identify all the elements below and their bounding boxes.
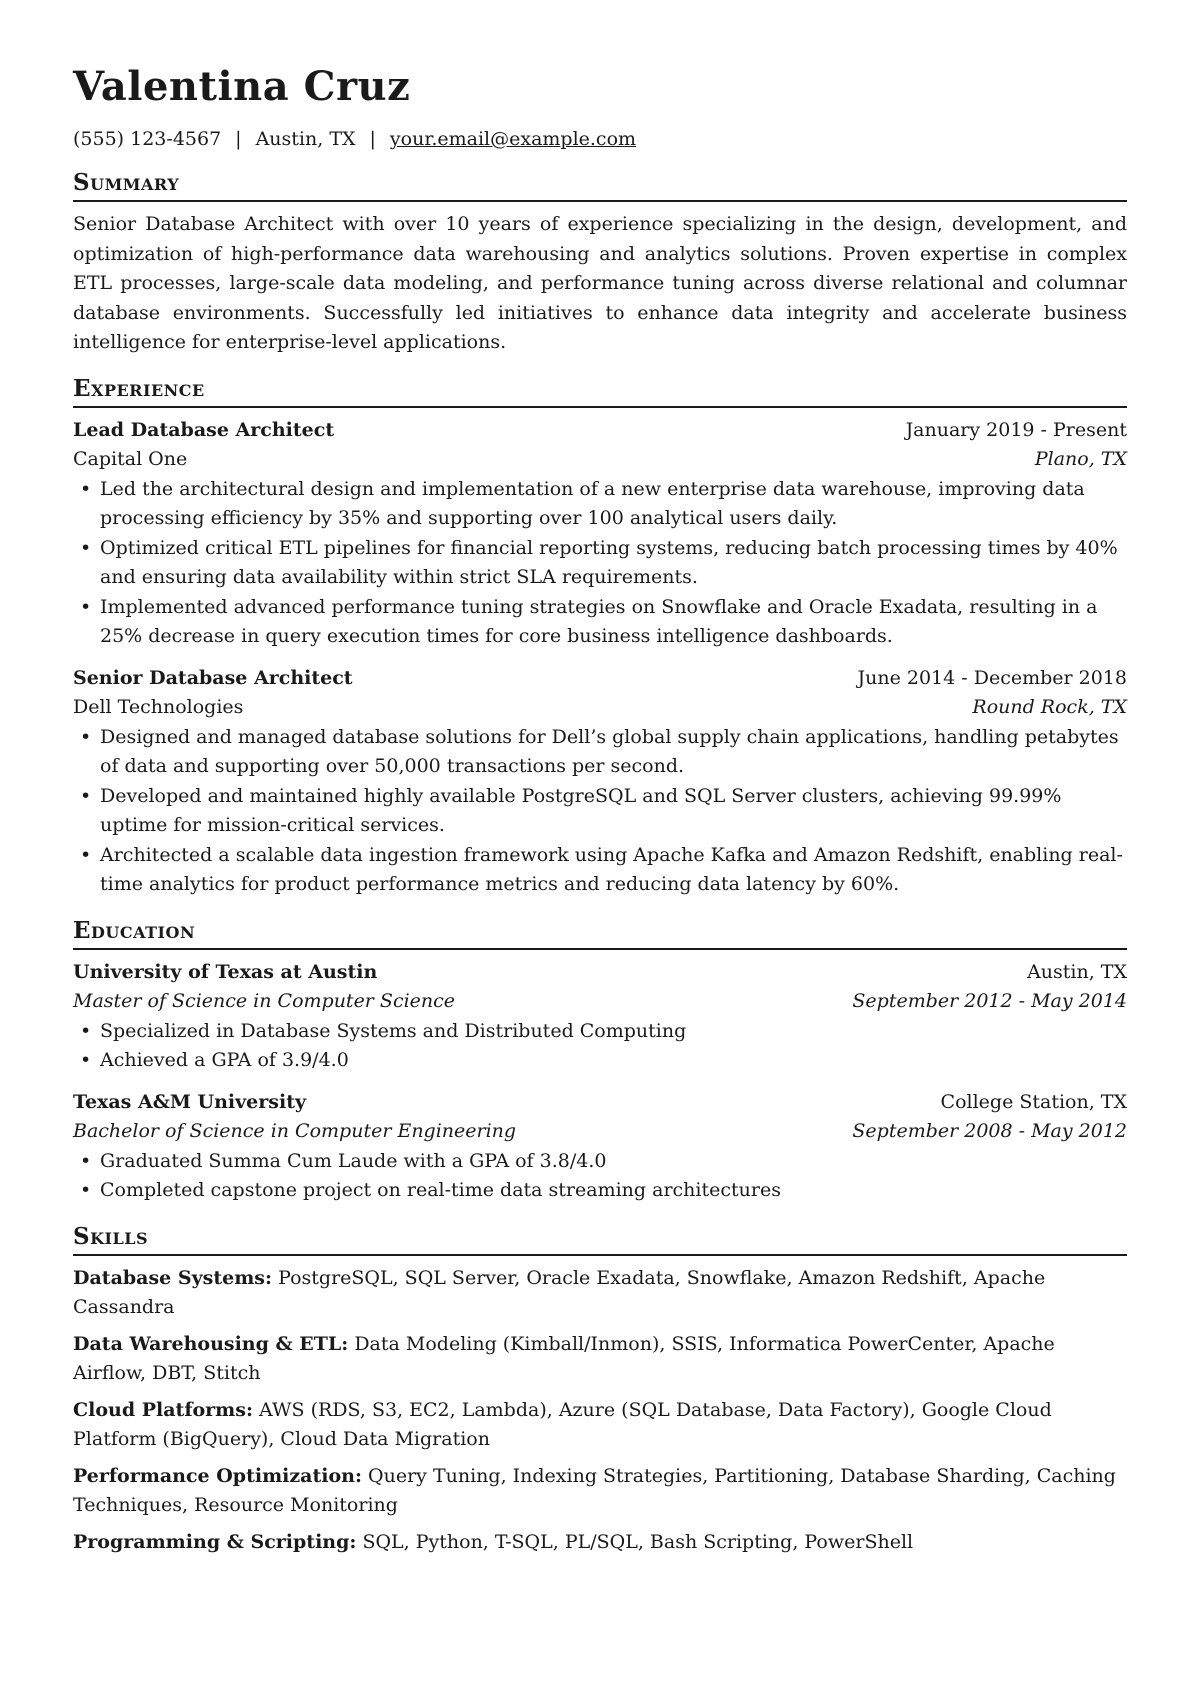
job-entry: [73, 416, 1127, 652]
job-title: Lead Database Architect: [73, 418, 335, 441]
job-bullets: [73, 723, 1127, 900]
job-dates: January 2019 - Present: [905, 418, 1127, 441]
education-dates: September 2008 - May 2012: [852, 1120, 1127, 1142]
section-title-education: Education: [73, 916, 1127, 950]
bullet-item: • Architected a scalable data ingestion framework using Apache Kafka and Amazon Redshift, enabling real-time analytics for product performance metrics and reducing data latency by 60%.: [73, 841, 1127, 900]
skill-label: Database Systems:: [73, 1266, 273, 1289]
location: Austin, TX: [255, 128, 356, 150]
email-link[interactable]: your.email@example.com: [389, 128, 637, 150]
bullet-item: • Achieved a GPA of 3.9/4.0: [73, 1046, 1127, 1076]
separator: |: [235, 128, 242, 150]
bullet-item: • Led the architectural design and implementation of a new enterprise data warehouse, improving data processing efficiency by 35% and supporting over 100 analytical users daily.: [73, 475, 1127, 534]
bullet-item: • Graduated Summa Cum Laude with a GPA of 3.8/4.0: [73, 1147, 1127, 1177]
bullet-item: • Designed and managed database solutions for Dell’s global supply chain applications, handling petabytes of data and supporting over 50,000 transactions per second.: [73, 723, 1127, 782]
education-dates: September 2012 - May 2014: [852, 990, 1127, 1012]
school-name: University of Texas at Austin: [73, 960, 378, 983]
job-title: Senior Database Architect: [73, 666, 353, 689]
section-title-experience: Experience: [73, 374, 1127, 408]
company-name: Dell Technologies: [73, 696, 244, 718]
degree-name: Bachelor of Science in Computer Engineering: [73, 1120, 517, 1142]
degree-name: Master of Science in Computer Science: [73, 990, 456, 1012]
separator: |: [369, 128, 376, 150]
skill-row: [73, 1462, 1127, 1521]
candidate-name: Valentina Cruz: [73, 63, 411, 110]
school-location: Austin, TX: [1027, 960, 1127, 983]
job-location: Round Rock, TX: [972, 696, 1127, 718]
skill-value: PostgreSQL, SQL Server, Oracle Exadata, Snowflake, Amazon Redshift, Apache Cassandra: [73, 1266, 1046, 1318]
job-entry: [73, 664, 1127, 900]
resume-page: [73, 60, 1127, 1564]
education-bullets: [73, 1147, 1127, 1206]
skill-value: AWS (RDS, S3, EC2, Lambda), Azure (SQL Database, Data Factory), Google Cloud Platform (BigQuery), Cloud Data Migration: [73, 1398, 1052, 1450]
section-title-summary: Summary: [73, 168, 1127, 202]
skill-label: Data Warehousing & ETL:: [73, 1332, 349, 1355]
school-location: College Station, TX: [940, 1090, 1127, 1113]
education-entry: [73, 958, 1127, 1076]
summary-text: Senior Database Architect with over 10 years of experience specializing in the design, development, and optimization of high-performance data warehousing and analytics solutions. Proven expertise in complex ETL processes, large-scale data modeling, and performance tuning across diverse relational and columnar database environments. Successfully led initiatives to enhance data integrity and accelerate business intelligence for enterprise-level applications.: [73, 213, 1127, 353]
phone-number: (555) 123-4567: [73, 128, 222, 150]
skill-label: Programming & Scripting:: [73, 1530, 357, 1553]
bullet-item: • Specialized in Database Systems and Distributed Computing: [73, 1017, 1127, 1047]
skill-label: Performance Optimization:: [73, 1464, 362, 1487]
skill-row: [73, 1528, 1127, 1558]
job-dates: June 2014 - December 2018: [857, 666, 1127, 689]
skill-row: [73, 1264, 1127, 1323]
section-title-skills: Skills: [73, 1222, 1127, 1256]
skill-label: Cloud Platforms:: [73, 1398, 253, 1421]
education-entry: [73, 1088, 1127, 1206]
contact-line: [73, 126, 1127, 152]
skill-row: [73, 1396, 1127, 1455]
company-name: Capital One: [73, 448, 188, 470]
bullet-item: • Optimized critical ETL pipelines for financial reporting systems, reducing batch processing times by 40% and ensuring data availability within strict SLA requirements.: [73, 534, 1127, 593]
job-location: Plano, TX: [1034, 448, 1127, 470]
skill-value: Query Tuning, Indexing Strategies, Partitioning, Database Sharding, Caching Techniques, Resource Monitoring: [73, 1464, 1116, 1516]
school-name: Texas A&M University: [73, 1090, 307, 1113]
skill-value: SQL, Python, T-SQL, PL/SQL, Bash Scripting, PowerShell: [362, 1530, 914, 1553]
skill-value: Data Modeling (Kimball/Inmon), SSIS, Informatica PowerCenter, Apache Airflow, DBT, Stitch: [73, 1332, 1055, 1384]
bullet-item: • Implemented advanced performance tuning strategies on Snowflake and Oracle Exadata, resulting in a 25% decrease in query execution times for core business intelligence dashboards.: [73, 593, 1127, 652]
bullet-item: • Developed and maintained highly available PostgreSQL and SQL Server clusters, achieving 99.99% uptime for mission-critical services.: [73, 782, 1127, 841]
bullet-item: • Completed capstone project on real-time data streaming architectures: [73, 1176, 1127, 1206]
skill-row: [73, 1330, 1127, 1389]
job-bullets: [73, 475, 1127, 652]
education-bullets: [73, 1017, 1127, 1076]
